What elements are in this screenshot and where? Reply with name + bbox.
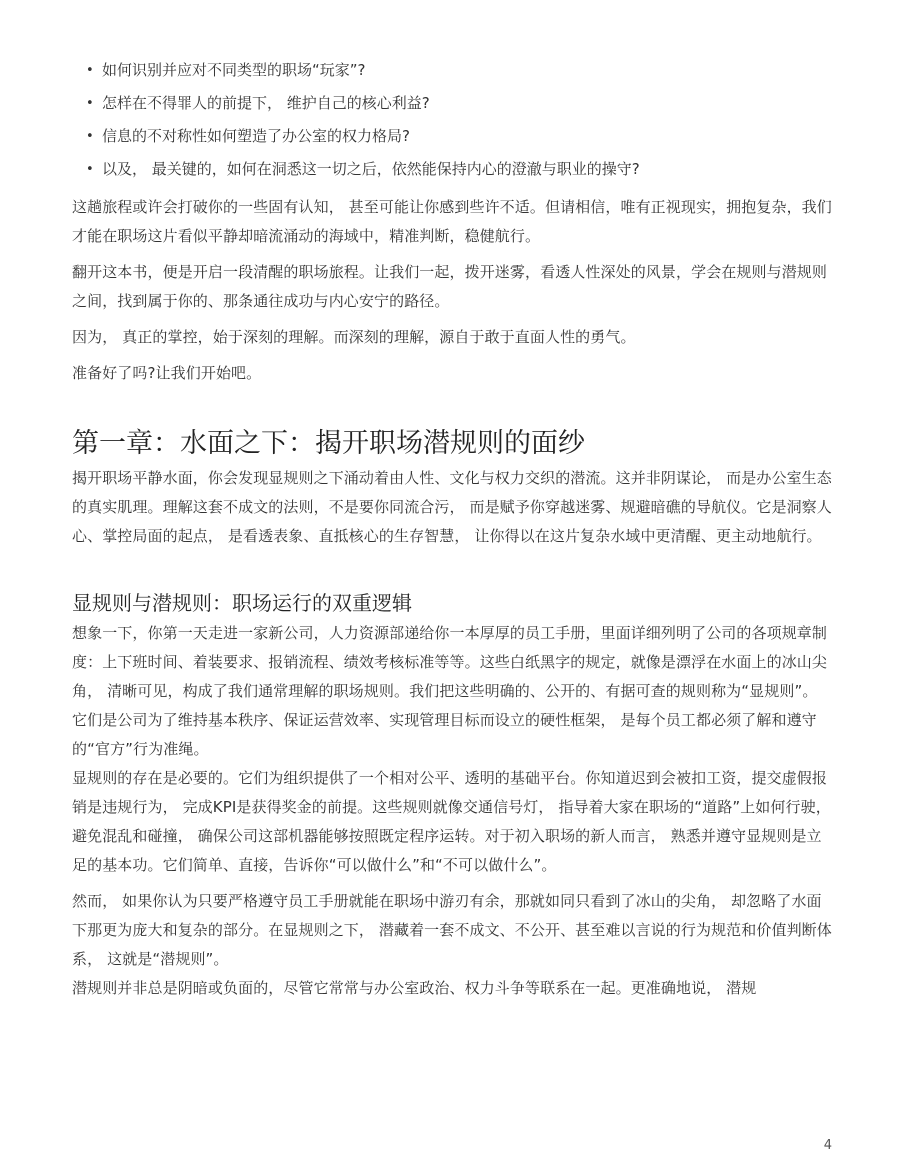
section-paragraph: 然而， 如果你认为只要严格遵守员工手册就能在职场中游刃有余，那就如同只看到了冰山的尖角， 却忽略了水面下那更为庞大和复杂的部分。在显规则之下， 潜藏着一套不成文、不公开、甚至难以言说的行为规范和价值判断体系， 这就是“潜规则”。 (72, 892, 832, 968)
page-content (72, 54, 832, 1003)
chapter-title: 第一章：水面之下：揭开职场潜规则的面纱 (72, 428, 585, 459)
list-item: • 如何识别并应对不同类型的职场“玩家”? (72, 54, 832, 87)
list-item: • 信息的不对称性如何塑造了办公室的权力格局? (72, 120, 832, 153)
page-number: 4 (823, 1138, 832, 1153)
section-title: 显规则与潜规则：职场运行的双重逻辑 (72, 591, 412, 615)
intro-paragraph: 准备好了吗?让我们开始吧。 (72, 364, 262, 382)
chapter-intro: 揭开职场平静水面，你会发现显规则之下涌动着由人性、文化与权力交织的潜流。这并非阴谋论， 而是办公室生态的真实肌理。理解这套不成文的法则，不是要你同流合污， 而是赋予你穿越迷雾、规避暗礁的导航仪。它是洞察人心、掌控局面的起点， 是看透表象、直抵核心的生存智慧， 让你得以在这片复杂水域中更清醒、更主动地航行。 (72, 469, 832, 545)
bullet-icon: • (86, 96, 94, 111)
section-paragraph: 潜规则并非总是阴暗或负面的，尽管它常常与办公室政治、权力斗争等联系在一起。更准确地说， 潜规 (72, 979, 757, 997)
list-item: • 怎样在不得罪人的前提下， 维护自己的核心利益? (72, 87, 832, 120)
intro-paragraph: 因为， 真正的掌控，始于深刻的理解。而深刻的理解，源自于敢于直面人性的勇气。 (72, 328, 636, 346)
bullet-icon: • (86, 162, 94, 177)
section-paragraph: 显规则的存在是必要的。它们为组织提供了一个相对公平、透明的基础平台。你知道迟到会被扣工资，提交虚假报销是违规行为， 完成KPI是获得奖金的前提。这些规则就像交通信号灯， 指导着大家在职场的“道路”上如何行驶， 避免混乱和碰撞， 确保公司这部机器能够按照既定程序运转。对于初入职场的新人而言， 熟悉并遵守显规则是立足的基本功。它们简单、直接，告诉你“可以做什么”和“不可以做什么”。 (72, 769, 831, 874)
bullet-icon: • (86, 129, 94, 144)
list-item: • 以及， 最关键的，如何在洞悉这一切之后，依然能保持内心的澄澈与职业的操守? (72, 153, 832, 186)
question-list (72, 54, 832, 186)
section-paragraph: 想象一下，你第一天走进一家新公司，人力资源部递给你一本厚厚的员工手册，里面详细列明了公司的各项规章制度：上下班时间、着装要求、报销流程、绩效考核标准等等。这些白纸黑字的规定，就像是漂浮在水面上的冰山尖角， 清晰可见，构成了我们通常理解的职场规则。我们把这些明确的、公开的、有据可查的规则称为“显规则”。它们是公司为了维持基本秩序、保证运营效率、实现管理目标而设立的硬性框架， 是每个员工都必须了解和遵守的“官方”行为准绳。 (72, 624, 828, 758)
intro-paragraph: 这趟旅程或许会打破你的一些固有认知， 甚至可能让你感到些许不适。但请相信，唯有正视现实，拥抱复杂，我们才能在职场这片看似平静却暗流涌动的海域中，精准判断，稳健航行。 (72, 198, 832, 245)
intro-paragraph: 翻开这本书，便是开启一段清醒的职场旅程。让我们一起，拨开迷雾，看透人性深处的风景，学会在规则与潜规则之间，找到属于你的、那条通往成功与内心安宁的路径。 (72, 263, 828, 310)
bullet-icon: • (86, 63, 94, 78)
